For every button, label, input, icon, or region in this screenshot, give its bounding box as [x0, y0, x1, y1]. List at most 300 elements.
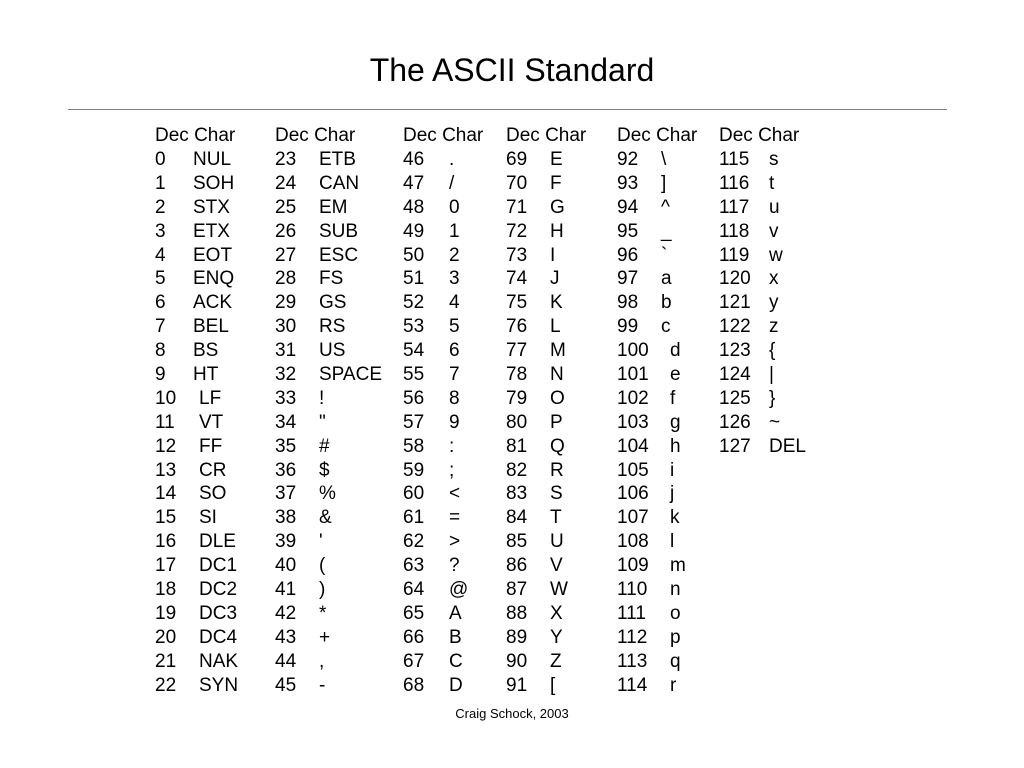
ascii-row	[506, 244, 586, 268]
decimal-code: 73	[506, 244, 528, 266]
character-value: o	[670, 602, 681, 624]
decimal-code: 81	[506, 435, 528, 457]
character-value: DC3	[199, 602, 238, 624]
ascii-row	[275, 244, 359, 268]
character-value: J	[550, 268, 560, 290]
ascii-row	[617, 244, 697, 268]
character-value: }	[769, 387, 776, 409]
character-value: {	[769, 340, 776, 362]
decimal-code: 65	[403, 602, 425, 624]
ascii-row	[155, 387, 235, 411]
character-value: ESC	[319, 244, 359, 266]
decimal-code: 101	[617, 364, 649, 386]
character-value: HT	[193, 364, 219, 386]
ascii-row	[155, 363, 235, 387]
ascii-row	[155, 435, 235, 459]
character-value: E	[550, 149, 563, 170]
decimal-code: 95	[617, 220, 639, 242]
character-value: !	[319, 387, 325, 409]
character-value: SOH	[193, 172, 235, 194]
character-value: SUB	[319, 220, 359, 242]
ascii-row	[155, 220, 235, 244]
decimal-code: 39	[275, 531, 297, 553]
character-value: C	[449, 650, 463, 672]
decimal-code: 110	[617, 579, 648, 601]
character-value: EM	[319, 196, 348, 218]
ascii-row	[506, 435, 586, 459]
ascii-row	[617, 578, 697, 602]
decimal-code: 38	[275, 507, 297, 529]
character-value: )	[319, 579, 326, 601]
decimal-code: 102	[617, 387, 649, 409]
ascii-row	[617, 267, 697, 291]
decimal-code: 19	[155, 602, 177, 624]
decimal-code: 90	[506, 650, 528, 672]
ascii-row	[275, 554, 355, 578]
decimal-code: 35	[275, 435, 297, 457]
character-value: FF	[199, 435, 223, 457]
column-header: Dec Char	[275, 125, 356, 146]
column-header: Dec Char	[617, 125, 698, 146]
ascii-row	[617, 172, 697, 196]
character-value: L	[550, 316, 561, 338]
character-value: ,	[319, 650, 325, 672]
ascii-row	[506, 363, 586, 387]
character-value: $	[319, 459, 330, 481]
character-value: '	[319, 531, 323, 553]
ascii-row	[506, 530, 586, 554]
character-value: 0	[449, 196, 460, 218]
character-value: 6	[449, 340, 460, 362]
decimal-code: 48	[403, 196, 425, 218]
character-value: F	[550, 172, 562, 194]
ascii-row	[719, 435, 806, 459]
ascii-row	[403, 506, 483, 530]
character-value: M	[550, 340, 566, 362]
ascii-row	[275, 339, 355, 363]
decimal-code: 100	[617, 340, 649, 362]
decimal-code: 84	[506, 507, 528, 529]
decimal-code: 0	[155, 149, 166, 170]
ascii-row	[617, 315, 697, 339]
character-value: b	[661, 292, 672, 314]
character-value: \	[661, 149, 667, 170]
ascii-row	[403, 411, 483, 435]
decimal-code: 61	[403, 507, 425, 529]
decimal-code: 80	[506, 411, 528, 433]
ascii-row	[403, 578, 483, 602]
decimal-code: 32	[275, 364, 297, 386]
title-divider	[68, 109, 947, 110]
character-value: DC1	[199, 555, 238, 577]
decimal-code: 118	[719, 220, 750, 242]
ascii-row	[719, 291, 799, 315]
character-value: ~	[769, 411, 781, 433]
decimal-code: 27	[275, 244, 297, 266]
decimal-code: 121	[719, 292, 751, 314]
ascii-row	[506, 674, 586, 698]
ascii-row	[617, 674, 697, 698]
ascii-row	[506, 602, 586, 626]
decimal-code: 125	[719, 387, 751, 409]
ascii-row	[617, 602, 697, 626]
character-value: s	[769, 149, 779, 170]
ascii-row	[719, 244, 799, 268]
character-value: ?	[449, 555, 460, 577]
ascii-row	[617, 387, 697, 411]
character-value: X	[550, 602, 563, 624]
decimal-code: 53	[403, 316, 425, 338]
ascii-row	[275, 482, 355, 506]
character-value: V	[550, 555, 563, 577]
decimal-code: 46	[403, 149, 425, 170]
ascii-row	[155, 554, 238, 578]
ascii-row	[617, 650, 697, 674]
ascii-row	[506, 291, 586, 315]
decimal-code: 8	[155, 340, 166, 362]
ascii-row	[403, 196, 483, 220]
ascii-row	[155, 482, 235, 506]
decimal-code: 24	[275, 172, 297, 194]
decimal-code: 52	[403, 292, 425, 314]
decimal-code: 96	[617, 244, 639, 266]
character-value: m	[670, 555, 686, 577]
ascii-row-list	[275, 148, 383, 697]
ascii-row	[506, 482, 586, 506]
ascii-row	[506, 626, 586, 650]
character-value: K	[550, 292, 563, 314]
ascii-row	[155, 530, 235, 554]
character-value: B	[449, 626, 462, 648]
character-value: %	[319, 483, 336, 505]
ascii-row	[617, 363, 697, 387]
character-value: [	[550, 674, 556, 696]
ascii-column-3	[403, 124, 483, 697]
decimal-code: 17	[155, 555, 177, 577]
decimal-code: 88	[506, 602, 528, 624]
slide-title: The ASCII Standard	[369, 52, 655, 88]
ascii-row	[403, 482, 483, 506]
decimal-code: 28	[275, 268, 297, 290]
ascii-row	[403, 148, 483, 172]
ascii-column-5	[617, 124, 697, 697]
decimal-code: 108	[617, 531, 649, 553]
decimal-code: 25	[275, 196, 297, 218]
column-header: Dec Char	[719, 125, 800, 146]
character-value: GS	[319, 292, 347, 314]
ascii-row	[403, 244, 483, 268]
ascii-column-4	[506, 124, 586, 697]
character-value: LF	[199, 387, 222, 409]
character-value: Y	[550, 626, 563, 648]
decimal-code: 47	[403, 172, 425, 194]
ascii-row-list	[617, 148, 697, 697]
ascii-row	[155, 626, 238, 650]
decimal-code: 114	[617, 674, 648, 696]
ascii-row	[617, 196, 697, 220]
ascii-row	[403, 674, 483, 698]
decimal-code: 99	[617, 316, 639, 338]
character-value: p	[670, 626, 681, 648]
decimal-code: 78	[506, 364, 528, 386]
character-value: 3	[449, 268, 460, 290]
decimal-code: 70	[506, 172, 528, 194]
character-value: >	[449, 531, 461, 553]
ascii-row	[403, 602, 483, 626]
decimal-code: 11	[155, 411, 175, 433]
ascii-row	[403, 315, 483, 339]
decimal-code: 16	[155, 531, 177, 553]
decimal-code: 33	[275, 387, 297, 409]
ascii-row	[403, 530, 483, 554]
character-value: SO	[199, 483, 227, 505]
decimal-code: 83	[506, 483, 528, 505]
decimal-code: 76	[506, 316, 528, 338]
ascii-row	[275, 626, 355, 650]
decimal-code: 3	[155, 220, 166, 242]
decimal-code: 116	[719, 172, 750, 194]
decimal-code: 26	[275, 220, 297, 242]
ascii-row	[506, 459, 586, 483]
ascii-row	[617, 554, 697, 578]
ascii-row	[275, 506, 355, 530]
ascii-row	[275, 291, 355, 315]
ascii-row	[617, 148, 697, 172]
ascii-row	[403, 172, 483, 196]
character-value: /	[449, 172, 455, 194]
ascii-row	[275, 315, 355, 339]
decimal-code: 15	[155, 507, 177, 529]
decimal-code: 75	[506, 292, 528, 314]
decimal-code: 89	[506, 626, 528, 648]
decimal-code: 22	[155, 674, 177, 696]
ascii-row	[617, 459, 697, 483]
decimal-code: 10	[155, 387, 177, 409]
ascii-row	[506, 220, 586, 244]
decimal-code: 43	[275, 626, 297, 648]
ascii-row	[719, 220, 799, 244]
character-value: +	[319, 626, 331, 648]
ascii-row	[506, 578, 586, 602]
character-value: DC2	[199, 579, 238, 601]
character-value: H	[550, 220, 564, 242]
character-value: R	[550, 459, 564, 481]
ascii-row	[506, 506, 586, 530]
character-value: DC4	[199, 626, 238, 648]
ascii-row	[403, 626, 483, 650]
ascii-row	[275, 363, 383, 387]
decimal-code: 30	[275, 316, 297, 338]
ascii-row	[155, 506, 235, 530]
ascii-row	[275, 172, 360, 196]
ascii-row	[719, 315, 799, 339]
decimal-code: 14	[155, 483, 177, 505]
character-value: =	[449, 507, 461, 529]
ascii-row	[403, 387, 483, 411]
character-value: D	[449, 674, 463, 696]
character-value: ]	[661, 172, 667, 194]
character-value: FS	[319, 268, 344, 290]
character-value: i	[670, 459, 675, 481]
ascii-row	[617, 411, 697, 435]
decimal-code: 37	[275, 483, 297, 505]
ascii-row	[155, 411, 235, 435]
ascii-row	[155, 172, 235, 196]
decimal-code: 123	[719, 340, 751, 362]
ascii-row	[403, 459, 483, 483]
decimal-code: 12	[155, 435, 177, 457]
ascii-row	[275, 148, 355, 172]
character-value: `	[661, 244, 668, 266]
character-value: c	[661, 316, 671, 338]
character-value: g	[670, 411, 681, 433]
character-value: US	[319, 340, 346, 362]
decimal-code: 111	[617, 602, 646, 624]
ascii-column-6	[719, 124, 806, 459]
character-value: t	[769, 172, 775, 194]
character-value: :	[449, 435, 455, 457]
ascii-row	[403, 363, 483, 387]
ascii-row	[719, 387, 799, 411]
decimal-code: 36	[275, 459, 297, 481]
character-value: n	[670, 579, 681, 601]
decimal-code: 54	[403, 340, 425, 362]
ascii-row	[506, 172, 586, 196]
decimal-code: 93	[617, 172, 639, 194]
decimal-code: 57	[403, 411, 425, 433]
decimal-code: 5	[155, 268, 166, 290]
ascii-row	[275, 267, 355, 291]
character-value: STX	[193, 196, 230, 218]
decimal-code: 67	[403, 650, 425, 672]
ascii-row	[155, 267, 235, 291]
decimal-code: 124	[719, 364, 751, 386]
decimal-code: 29	[275, 292, 297, 314]
ascii-row	[506, 411, 586, 435]
decimal-code: 112	[617, 626, 648, 648]
decimal-code: 103	[617, 411, 649, 433]
ascii-row	[155, 650, 239, 674]
character-value: a	[661, 268, 672, 290]
character-value: ENQ	[193, 268, 235, 290]
character-value: 5	[449, 316, 460, 338]
decimal-code: 77	[506, 340, 528, 362]
character-value: y	[769, 292, 779, 314]
decimal-code: 23	[275, 149, 297, 170]
character-value: ^	[661, 196, 670, 218]
character-value: DLE	[199, 531, 236, 553]
decimal-code: 50	[403, 244, 425, 266]
ascii-row	[155, 578, 238, 602]
ascii-row	[275, 220, 359, 244]
character-value: r	[670, 674, 677, 696]
ascii-row	[617, 435, 697, 459]
decimal-code: 87	[506, 579, 528, 601]
decimal-code: 106	[617, 483, 649, 505]
decimal-code: 18	[155, 579, 177, 601]
decimal-code: 105	[617, 459, 649, 481]
character-value: N	[550, 364, 564, 386]
ascii-row-list	[506, 148, 586, 697]
ascii-row	[719, 363, 799, 387]
character-value: SI	[199, 507, 217, 529]
ascii-row	[506, 148, 586, 172]
character-value: |	[769, 364, 774, 386]
ascii-row	[506, 315, 586, 339]
character-value: 4	[449, 292, 460, 314]
decimal-code: 55	[403, 364, 425, 386]
decimal-code: 9	[155, 364, 166, 386]
character-value: -	[319, 674, 326, 696]
ascii-row	[275, 435, 355, 459]
character-value: q	[670, 650, 681, 672]
character-value: SYN	[199, 674, 239, 696]
character-value: k	[670, 507, 680, 529]
decimal-code: 113	[617, 650, 648, 672]
decimal-code: 20	[155, 626, 177, 648]
ascii-row	[506, 267, 586, 291]
column-header: Dec Char	[155, 125, 236, 146]
ascii-row	[275, 411, 355, 435]
ascii-row	[719, 411, 799, 435]
character-value: Z	[550, 650, 562, 672]
character-value: #	[319, 435, 330, 457]
ascii-row-list	[719, 148, 806, 459]
character-value: 1	[449, 220, 460, 242]
character-value: S	[550, 483, 563, 505]
decimal-code: 72	[506, 220, 528, 242]
ascii-row	[506, 339, 586, 363]
character-value: ;	[449, 459, 455, 481]
character-value: NAK	[199, 650, 239, 672]
ascii-column-1	[155, 124, 239, 697]
character-value: U	[550, 531, 564, 553]
ascii-row	[155, 674, 239, 698]
decimal-code: 69	[506, 149, 528, 170]
ascii-row	[617, 506, 697, 530]
decimal-code: 94	[617, 196, 639, 218]
ascii-row	[155, 602, 238, 626]
ascii-row	[506, 387, 586, 411]
ascii-row	[506, 650, 586, 674]
character-value: BS	[193, 340, 219, 362]
ascii-row	[617, 220, 697, 244]
character-value: _	[661, 220, 672, 242]
character-value: 7	[449, 364, 460, 386]
character-value: CR	[199, 459, 227, 481]
decimal-code: 66	[403, 626, 425, 648]
decimal-code: 7	[155, 316, 166, 338]
decimal-code: 62	[403, 531, 425, 553]
decimal-code: 86	[506, 555, 528, 577]
decimal-code: 4	[155, 244, 166, 266]
ascii-row	[275, 602, 355, 626]
character-value: ETB	[319, 149, 356, 170]
ascii-row	[719, 172, 799, 196]
character-value: u	[769, 196, 780, 218]
decimal-code: 49	[403, 220, 425, 242]
decimal-code: 74	[506, 268, 528, 290]
character-value: RS	[319, 316, 346, 338]
decimal-code: 56	[403, 387, 425, 409]
ascii-row	[506, 554, 586, 578]
character-value: .	[449, 149, 455, 170]
ascii-column-2	[275, 124, 383, 697]
character-value: NUL	[193, 149, 232, 170]
ascii-row	[506, 196, 586, 220]
character-value: 2	[449, 244, 460, 266]
character-value: l	[670, 531, 675, 553]
